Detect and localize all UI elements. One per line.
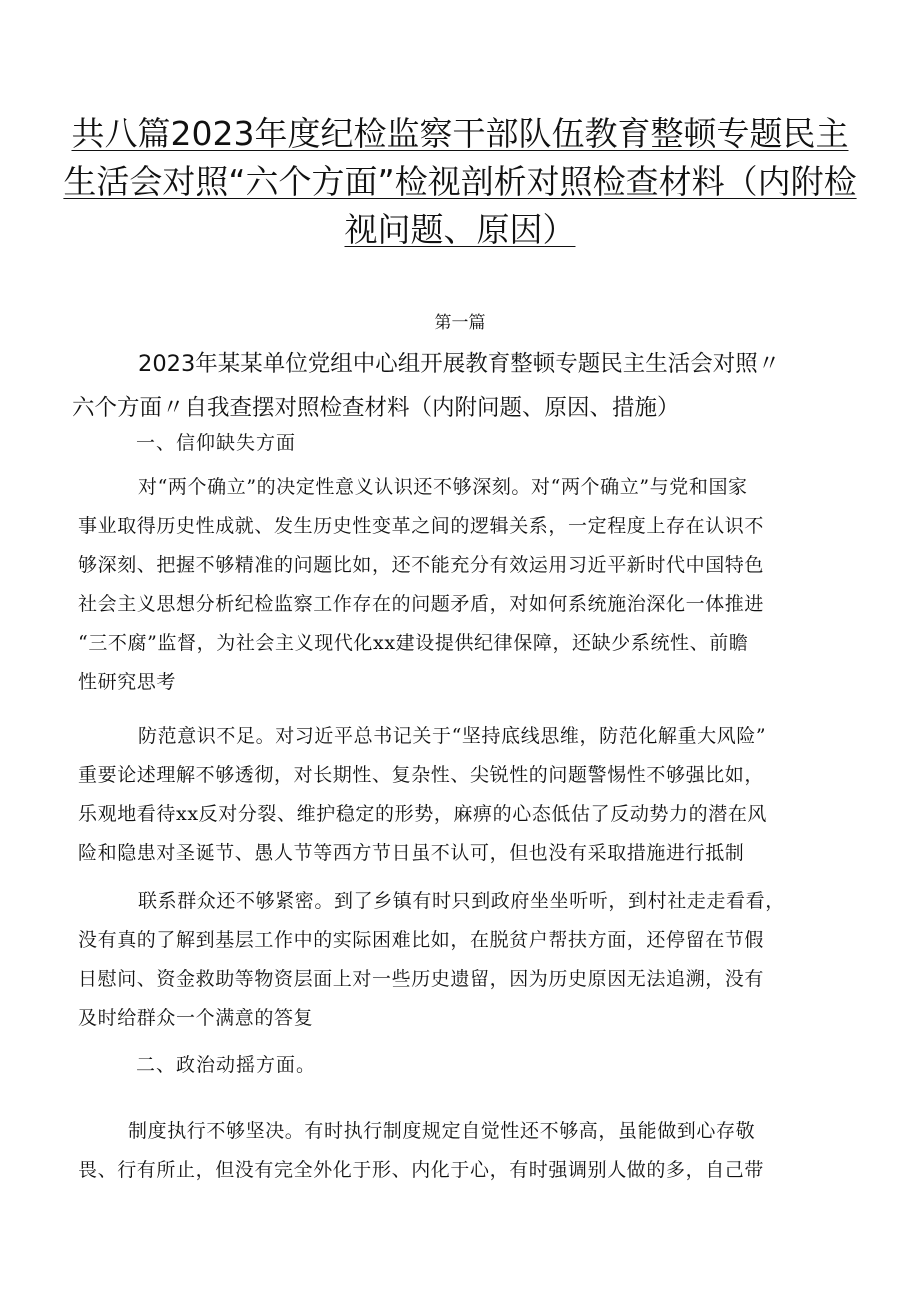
title-line-2: 生活会对照“六个方面”检视剖析对照检查材料（内附检 xyxy=(63,162,857,201)
paragraph-line: 畏、行有所止，但没有完全外化于形、内化于心，有时强调别人做的多，自己带 xyxy=(78,1159,765,1181)
document-title xyxy=(60,110,860,254)
paragraph-line: 及时给群众一个满意的答复 xyxy=(78,1007,314,1029)
paragraph-line: “三不腐”监督，为社会主义现代化xx建设提供纪律保障，还缺少系统性、前瞻 xyxy=(78,632,749,654)
paragraph-line: 重要论述理解不够透彻，对长期性、复杂性、尖锐性的问题警惕性不够强比如， xyxy=(78,764,765,786)
paragraph-line: 事业取得历史性成就、发生历史性变革之间的逻辑关系，一定程度上存在认识不 xyxy=(78,515,765,537)
paragraph-line: 社会主义思想分析纪检监察工作存在的问题矛盾，对如何系统施治深化一体推进 xyxy=(78,593,765,615)
paragraph-line: 乐观地看待xx反对分裂、维护稳定的形势，麻痹的心态低估了反动势力的潜在风 xyxy=(78,803,768,825)
paragraph-line: 日慰问、资金救助等物资层面上对一些历史遗留，因为历史原因无法追溯，没有 xyxy=(78,968,765,990)
section-label: 第一篇 xyxy=(434,313,486,333)
article-subtitle xyxy=(72,342,862,430)
paragraph-line: 没有真的了解到基层工作中的实际困难比如，在脱贫户帮扶方面，还停留在节假 xyxy=(78,929,765,951)
paragraph-3 xyxy=(78,882,858,1038)
paragraph-line: 联系群众还不够紧密。到了乡镇有时只到政府坐坐听听，到村社走走看看， xyxy=(138,890,785,912)
paragraph-line: 够深刻、把握不够精准的问题比如，还不能充分有效运用习近平新时代中国特色 xyxy=(78,554,765,576)
paragraph-line: 对“两个确立”的决定性意义认识还不够深刻。对“两个确立”与党和国家 xyxy=(138,476,748,498)
paragraph-2 xyxy=(78,717,858,873)
subtitle-line-2: 六个方面〃自我查摆对照检查材料（内附问题、原因、措施） xyxy=(72,395,680,421)
title-line-1: 共八篇2023年度纪检监察干部队伍教育整顿专题民主 xyxy=(71,114,849,153)
paragraph-4 xyxy=(78,1112,858,1190)
paragraph-1 xyxy=(78,468,858,702)
paragraph-line: 险和隐患对圣诞节、愚人节等西方节日虽不认可，但也没有采取措施进行抵制 xyxy=(78,842,745,864)
title-line-3: 视问题、原因） xyxy=(344,210,576,249)
heading-belief: 一、信仰缺失方面 xyxy=(136,432,297,454)
heading-political: 二、政治动摇方面。 xyxy=(136,1054,317,1076)
paragraph-line: 制度执行不够坚决。有时执行制度规定自觉性还不够高，虽能做到心存敬 xyxy=(128,1120,756,1142)
paragraph-line: 性研究思考 xyxy=(78,671,177,693)
paragraph-line: 防范意识不足。对习近平总书记关于“坚持底线思维，防范化解重大风险” xyxy=(138,725,767,747)
subtitle-line-1: 2023年某某单位党组中心组开展教育整顿专题民主生活会对照〃 xyxy=(138,351,781,377)
